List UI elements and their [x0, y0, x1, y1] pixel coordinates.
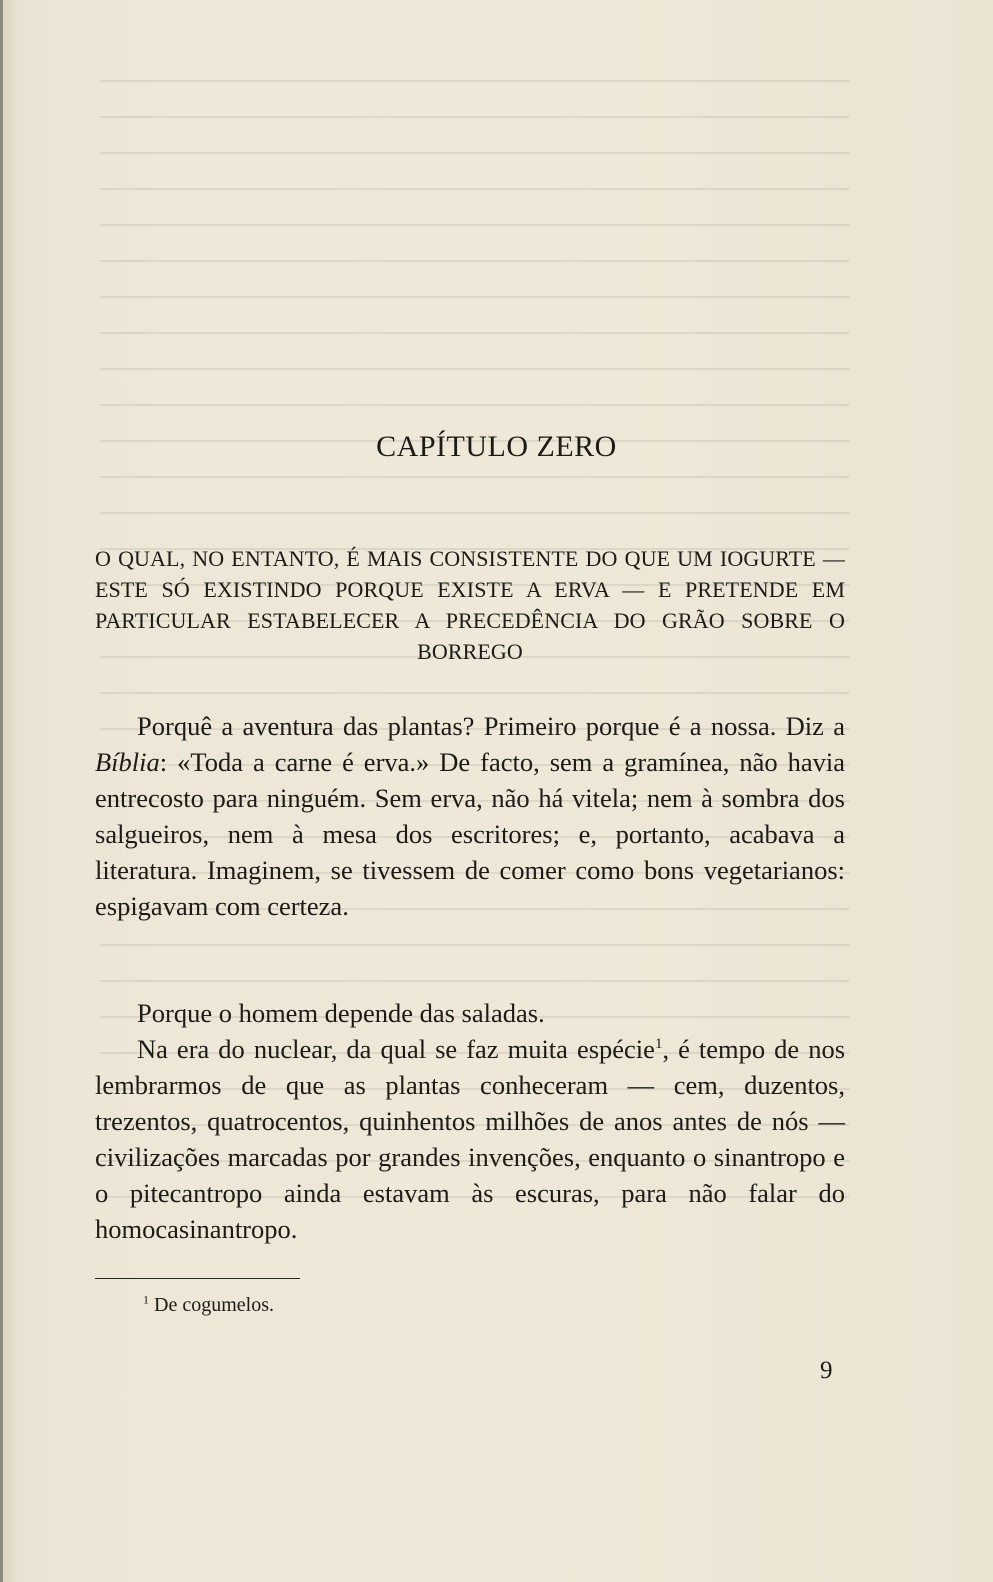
- paragraph-2: Porque o homem depende das saladas.: [137, 998, 545, 1028]
- footnote-reference: 1: [654, 1036, 663, 1053]
- footnote-text: De cogumelos.: [154, 1294, 274, 1316]
- page-number: 9: [820, 1357, 833, 1384]
- paragraph-1: [95, 708, 845, 924]
- paragraph-1-text-a: Porquê a aventura das plantas? Primeiro porque é a nossa. Diz a: [137, 711, 845, 741]
- footnote-marker: 1: [143, 1292, 149, 1307]
- paragraph-3: [95, 1031, 845, 1247]
- chapter-title: CAPÍTULO ZERO: [376, 430, 617, 463]
- footnote-divider: [95, 1278, 300, 1279]
- paragraph-3-text-a: Na era do nuclear, da qual se faz muita espécie: [137, 1034, 655, 1064]
- paragraph-1-text-b: : «Toda a carne é erva.» De facto, sem a gramínea, não havia entrecosto para ninguém. Sem erva, não há vitela; nem à sombra dos salgueiros, nem à mesa dos escritores; e, portanto, acabava a literatura. Imaginem, se tivessem de comer como bons vegetarianos: espigavam com certeza.: [95, 747, 845, 921]
- paragraph-3-text-b: , é tempo de nos lembrarmos de que as plantas conheceram — cem, duzentos, trezentos, quatrocentos, quinhentos milhões de anos antes de nós — civilizações marcadas por grandes invenções, enquanto o sinantropo e o pitecantropo ainda estavam às escuras, para não falar do homocasinantropo.: [95, 1034, 846, 1244]
- chapter-subtitle: O QUAL, NO ENTANTO, É MAIS CONSISTENTE DO QUE UM IOGURTE — ESTE SÓ EXISTINDO PORQUE EXISTE A ERVA — E PRETENDE EM PARTICULAR ESTABELECER A PRECEDÊNCIA DO GRÃO SOBRE O BORREGO: [95, 546, 845, 664]
- bible-title: Bíblia: [95, 747, 160, 777]
- footnote: [143, 1294, 274, 1317]
